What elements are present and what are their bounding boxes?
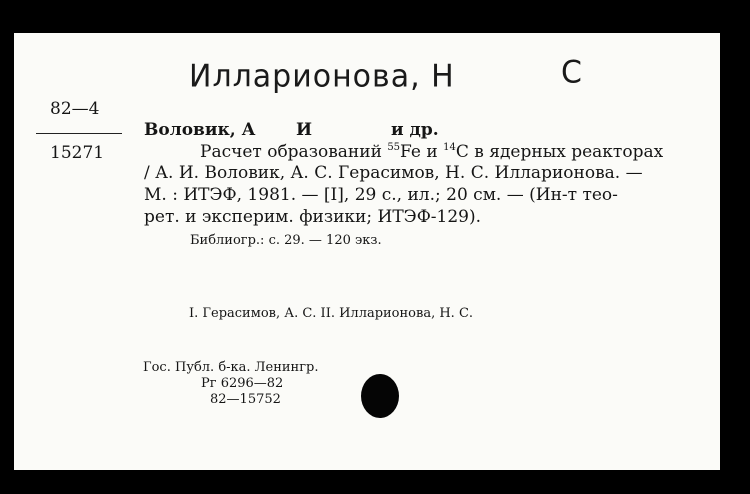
isotope-mass-fe: 55	[387, 142, 401, 153]
imprint-line: М. : ИТЭФ, 1981. — [I], 29 с., ил.; 20 см. — (Ин-т тео-	[144, 185, 618, 205]
title-post: C в ядерных реакторах	[455, 142, 664, 162]
handwritten-name: Илларионова, Н	[189, 58, 455, 95]
library-name: Гос. Публ. б-ка. Ленингр.	[143, 360, 319, 375]
tracing-line: I. Герасимов, А. С. II. Илларионова, Н. С.	[189, 306, 474, 321]
library-number: 82—15752	[210, 392, 281, 407]
title-line	[200, 144, 663, 161]
isotope-mass-c: 14	[443, 142, 456, 153]
heading-initial: И	[296, 120, 313, 140]
handwritten-initial: С	[561, 54, 583, 91]
heading-etal: и др.	[391, 120, 439, 140]
heading-author: Воловик, А	[144, 120, 256, 140]
library-code: Рг 6296—82	[201, 376, 284, 391]
title-mid: Fe и	[400, 142, 444, 162]
series-line: рет. и эксперим. физики; ИТЭФ-129).	[144, 207, 482, 227]
ink-stamp-blot	[361, 374, 399, 418]
shelfmark-bottom: 15271	[50, 143, 105, 163]
title-pre: Расчет образований	[200, 142, 388, 162]
shelfmark-top: 82—4	[50, 99, 100, 119]
authors-line: / А. И. Воловик, А. С. Герасимов, Н. С. Илларионова. —	[144, 163, 643, 183]
shelfmark-divider	[36, 133, 122, 134]
bibliography-note: Библиогр.: с. 29. — 120 экз.	[190, 233, 382, 248]
